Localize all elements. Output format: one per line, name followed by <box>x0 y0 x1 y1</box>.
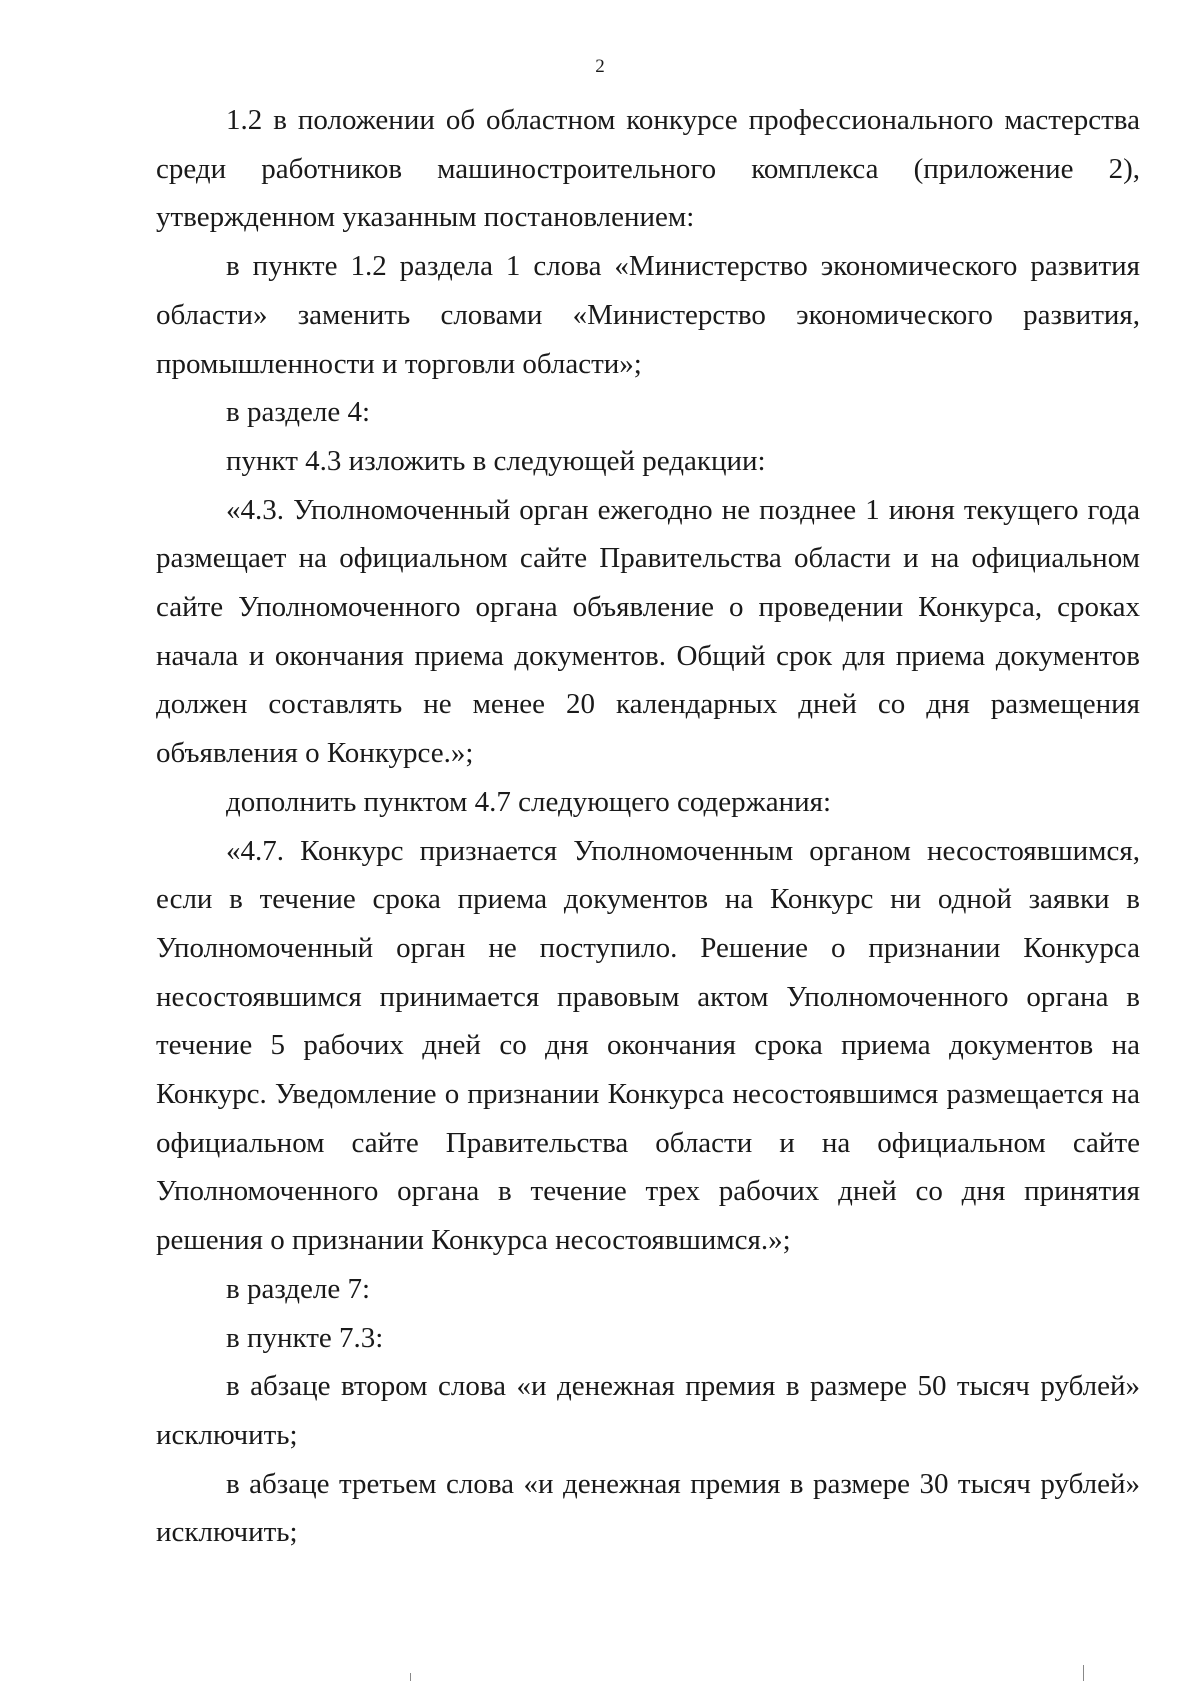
paragraph-section-4-heading: в разделе 4: <box>226 396 371 429</box>
paragraph-7-3-third-abzac: в абзаце третьем слова «и денежная премия в размере 30 тысяч рублей» исключить; <box>156 1467 1140 1549</box>
scan-speck <box>410 1673 411 1681</box>
scan-artifacts <box>0 1663 1200 1683</box>
document-body <box>156 96 1140 1557</box>
paragraph-7-3-second-abzac: в абзаце втором слова «и денежная премия в размере 50 тысяч рублей» исключить; <box>156 1370 1140 1451</box>
paragraph-4-3-text: «4.3. Уполномоченный орган ежегодно не позднее 1 июня текущего года размещает на официальном сайте Правительства области и на официальном сайте Уполномоченного органа объявление о проведении Конкурса, сроках начала и окончания приема документов. Общий срок для приема документов должен составлять не менее 20 календарных дней со дня размещения объявления о Конкурсе.»; <box>156 493 1140 770</box>
paragraph-section-7-heading: в разделе 7: <box>226 1272 371 1305</box>
paragraph-1-2-intro: 1.2 в положении об областном конкурсе профессионального мастерства среди работников машиностроительного комплекса (приложение 2), утвержденном указанным постановлением: <box>156 104 1140 234</box>
page-number: 2 <box>595 56 605 77</box>
paragraph-4-3-instruction: пункт 4.3 изложить в следующей редакции: <box>226 444 766 477</box>
paragraph-4-7-text: «4.7. Конкурс признается Уполномоченным органом несостоявшимся, если в течение срока приема документов на Конкурс ни одной заявки в Уполномоченный орган не поступило. Решение о признании Конкурса несостоявшимся принимается правовым актом Уполномоченного органа в течение 5 рабочих дней со дня окончания срока приема документов на Конкурс. Уведомление о признании Конкурса несостоявшимся размещается на официальном сайте Правительства области и на официальном сайте Уполномоченного органа в течение трех рабочих дней со дня принятия решения о признании Конкурса несостоявшимся.»; <box>156 834 1140 1257</box>
paragraph-section-1-amendment: в пункте 1.2 раздела 1 слова «Министерство экономического развития области» заменить словами «Министерство экономического развития, промышленности и торговли области»; <box>156 250 1140 380</box>
paragraph-4-7-instruction: дополнить пунктом 4.7 следующего содержания: <box>226 785 832 818</box>
paragraph-7-3-heading: в пункте 7.3: <box>226 1321 384 1354</box>
scan-speck <box>1083 1665 1084 1681</box>
